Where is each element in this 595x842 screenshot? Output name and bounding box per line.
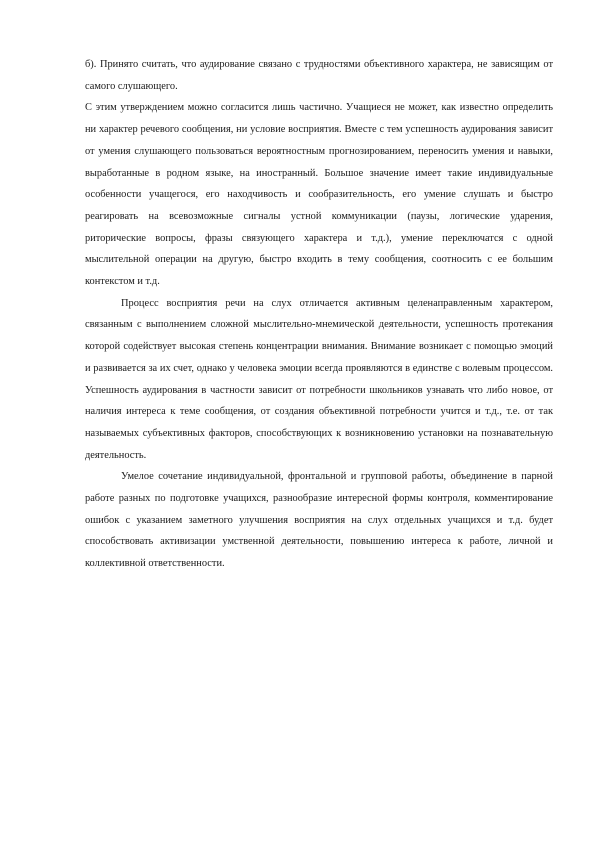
paragraph-2: С этим утверждением можно согласится лишь частично. Учащиеся не может, как известно определить ни характер речевого сообщения, ни условие восприятия. Вместе с тем успешность аудирования зависит от умения слушающего пользоваться вероятностным прогнозированием, переносить умения и навыки, выработанные в родном языке, на иностранный. Большое значение имеет такие индивидуальные особенности учащегося, его находчивость и сообразительность, его умение слушать и быстро реагировать на всевозможные сигналы устной коммуникации (паузы, логические ударения, риторические вопросы, фразы связующего характера и т.д.), умение переключатся с одной мыслительной операции на другую, быстро входить в тему сообщения, соотносить с ее большим контекстом и т.д. [85, 102, 553, 288]
paragraph-4: Умелое сочетание индивидуальной, фронтальной и групповой работы, объединение в парной работе разных по подготовке учащихся, разнообразие интересной формы контроля, комментирование ошибок с указанием заметного улучшения восприятия на слух отдельных учащихся и т.д. будет способствовать активизации умственной деятельности, повышению интереса к работе, личной и коллективной ответственности. [85, 471, 553, 570]
paragraph-1: б). Принято считать, что аудирование связано с трудностями объективного характера, не зависящим от самого слушающего. [85, 59, 553, 92]
paragraph-3: Процесс восприятия речи на слух отличается активным целенаправленным характером, связанным с выполнением сложной мыслительно-мнемической деятельности, успешность протекания которой содействует высокая степень концентрации внимания. Внимание возникает с помощью эмоций и развивается за их счет, однако у человека эмоции всегда проявляются в единстве с волевым процессом. Успешность аудирования в частности зависит от потребности школьников узнавать что либо новое, от наличия интереса к теме сообщения, от создания объективной потребности учится и т.д., т.е. от так называемых субъективных факторов, способствующих к возникновению установки на познавательную деятельность. [85, 297, 553, 461]
document-body [85, 54, 553, 575]
